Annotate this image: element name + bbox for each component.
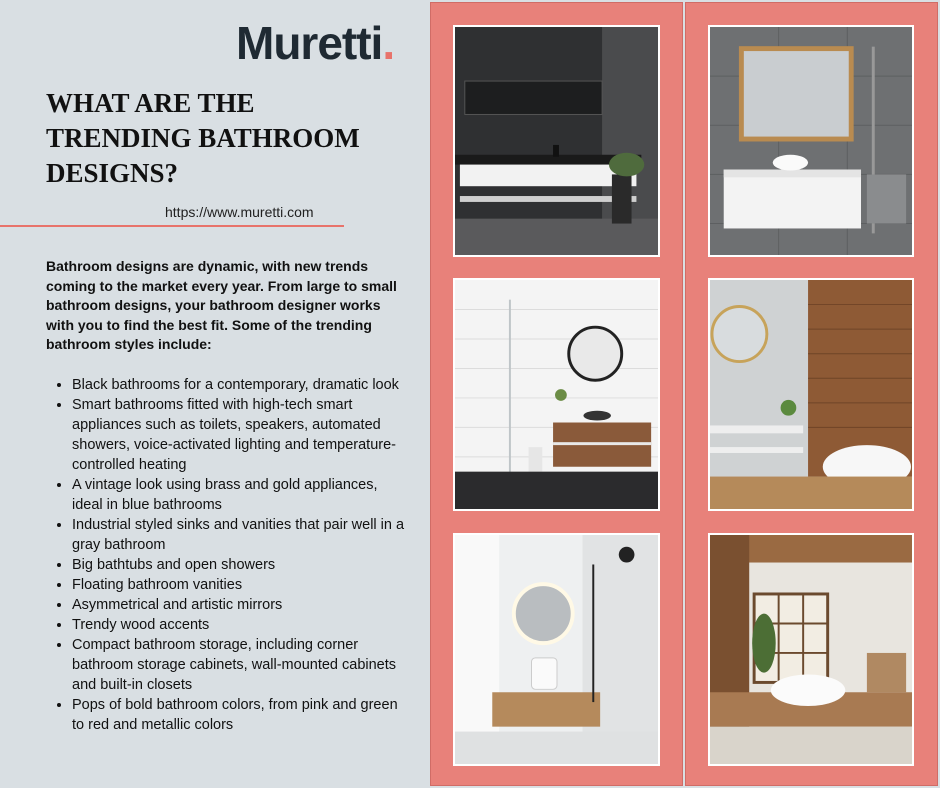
page-title: WHAT ARE THE TRENDING BATHROOM DESIGNS? xyxy=(46,88,360,188)
text-panel xyxy=(0,0,428,788)
list-item: • Trendy wood accents xyxy=(72,615,406,635)
list-item: • Smart bathrooms fitted with high-tech smart appliances such as toilets, speakers, automated showers, voice-activated lighting and temperature-controlled heating xyxy=(72,395,406,475)
brand-dot: . xyxy=(382,17,395,69)
brand-logo[interactable] xyxy=(236,17,395,69)
list-item: • Floating bathroom vanities xyxy=(72,575,406,595)
list-item: • Compact bathroom storage, including corner bathroom storage cabinets, wall-mounted cabinets and built-in closets xyxy=(72,635,406,695)
list-item: • Asymmetrical and artistic mirrors xyxy=(72,595,406,615)
intro-paragraph: Bathroom designs are dynamic, with new trends coming to the market every year. From large to small bathroom designs, your bathroom designer works with you to find the best fit. Some of the trending bathroom styles include: xyxy=(46,258,397,352)
photo-gallery xyxy=(428,0,940,788)
photo-black-bathroom xyxy=(453,25,660,257)
photo-wood-accent-bathroom xyxy=(708,278,914,511)
list-item: • Industrial styled sinks and vanities that pair well in a gray bathroom xyxy=(72,515,406,555)
accent-divider xyxy=(0,225,344,227)
trend-list xyxy=(46,375,406,735)
photo-led-mirror-bathroom xyxy=(453,533,660,766)
list-item: • Pops of bold bathroom colors, from pink and green to red and metallic colors xyxy=(72,695,406,735)
photo-japanese-style-bathroom xyxy=(708,533,914,766)
brand-name: Muretti xyxy=(236,17,383,69)
gallery-column-left xyxy=(430,2,683,786)
gallery-column-right xyxy=(685,2,938,786)
photo-gray-tile-bathroom xyxy=(708,25,914,257)
list-item: • A vintage look using brass and gold appliances, ideal in blue bathrooms xyxy=(72,475,406,515)
list-item: • Black bathrooms for a contemporary, dramatic look xyxy=(72,375,406,395)
list-item: • Big bathtubs and open showers xyxy=(72,555,406,575)
website-link[interactable]: https://www.muretti.com xyxy=(165,204,314,220)
photo-white-tile-bathroom xyxy=(453,278,660,511)
